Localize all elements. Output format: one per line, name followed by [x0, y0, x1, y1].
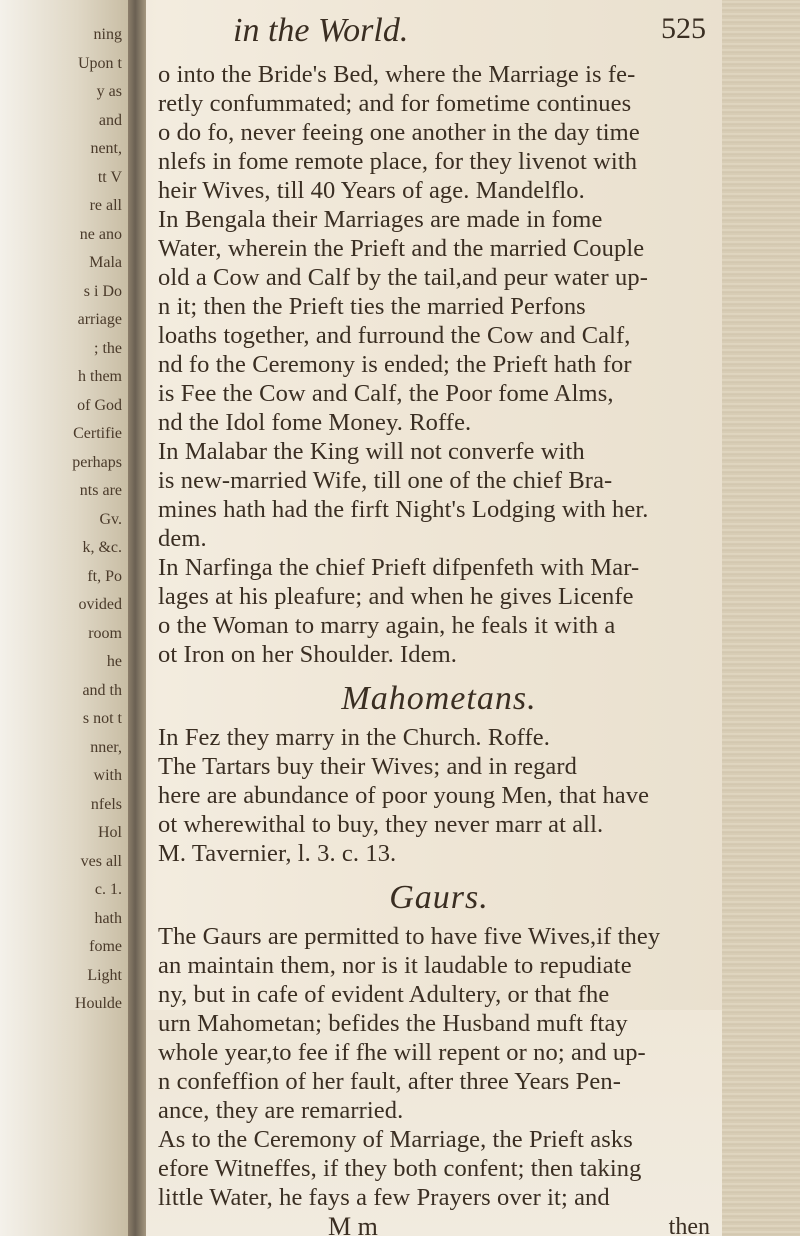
paragraphs-mahometans	[158, 723, 720, 868]
facing-page-fragment: Light	[87, 966, 122, 984]
facing-page-fragment: k, &c.	[82, 539, 122, 556]
page-number: 525	[661, 12, 706, 45]
facing-page-fragment: perhaps	[72, 453, 122, 471]
text-line: nd fo the Ceremony is ended; the Prieft hath for	[158, 351, 632, 378]
text-line: The Gaurs are permitted to have five Wives,if they	[158, 923, 661, 950]
text-line: mines hath had the firft Night's Lodging with her.	[158, 496, 649, 523]
section-heading-mahometans: Mahometans.	[341, 680, 537, 717]
facing-page-fragment: nner,	[90, 738, 122, 756]
text-line: here are abundance of poor young Men, that have	[158, 782, 650, 809]
facing-page-fragment: h them	[78, 368, 122, 385]
facing-page-fragment: Upon t	[78, 54, 122, 72]
facing-page-fragment: ft, Po	[87, 567, 122, 585]
facing-page-fragment: Gv.	[99, 510, 122, 528]
text-line: ot wherewithal to buy, they never marr at all.	[158, 811, 604, 838]
facing-page-fragment: Certifie	[73, 425, 122, 442]
facing-page-fragment: ves all	[80, 852, 122, 870]
text-line: is Fee the Cow and Calf, the Poor fome Alms,	[158, 380, 614, 407]
facing-page-fragment: nts are	[79, 482, 122, 499]
text-line: n confeffion of her fault, after three Years Pen-	[158, 1068, 621, 1095]
text-line: o into the Bride's Bed, where the Marriage is fe-	[158, 61, 636, 88]
catchword: then	[668, 1214, 710, 1236]
text-line: In Fez they marry in the Church. Roffe.	[158, 724, 550, 751]
text-line: dem.	[158, 525, 207, 552]
facing-page-fragment: ovided	[78, 596, 122, 613]
paragraphs-gaurs	[158, 922, 720, 1212]
facing-page-fragment: s i Do	[83, 282, 122, 300]
text-line: In Malabar the King will not converfe with	[158, 438, 585, 465]
text-line: old a Cow and Calf by the tail,and peur water up-	[158, 264, 648, 291]
section-heading-gaurs: Gaurs.	[389, 879, 489, 916]
text-line: whole year,to fee if fhe will repent or no; and up-	[158, 1039, 646, 1066]
text-line: ny, but in cafe of evident Adultery, or that fhe	[158, 981, 610, 1008]
facing-page-fragment: hath	[94, 909, 122, 927]
text-line: is new-married Wife, till one of the chief Bra-	[158, 467, 613, 494]
text-line: As to the Ceremony of Marriage, the Prieft asks	[158, 1126, 633, 1153]
text-line: The Tartars buy their Wives; and in regard	[158, 753, 578, 780]
text-line: heir Wives, till 40 Years of age. Mandelflo.	[158, 177, 585, 204]
text-line: urn Mahometan; befides the Husband muft ftay	[158, 1010, 628, 1037]
text-line: n it; then the Prieft ties the married Perfons	[158, 293, 586, 320]
text-line: retly confummated; and for fometime continues	[158, 90, 632, 117]
text-line: o do fo, never feeing one another in the day time	[158, 119, 640, 146]
paragraphs-top	[158, 60, 720, 669]
page-header	[158, 0, 720, 60]
running-head: in the World.	[233, 12, 409, 49]
facing-page-fragment: ne ano	[79, 225, 122, 243]
facing-page-fragment: nent,	[90, 140, 122, 157]
facing-page-fragment: re all	[89, 197, 122, 214]
facing-page-fragment: and	[98, 111, 122, 129]
text-line: loaths together, and furround the Cow and Calf,	[158, 322, 631, 349]
facing-page-fragment: and th	[82, 681, 122, 699]
text-line: M. Tavernier, l. 3. c. 13.	[158, 840, 397, 867]
text-line: Water, wherein the Prieft and the married Couple	[158, 235, 645, 262]
text-line: little Water, he fays a few Prayers over it; and	[158, 1184, 610, 1211]
facing-page-fragment: of God	[77, 396, 122, 414]
text-line: nd the Idol fome Money. Roffe.	[158, 409, 472, 436]
facing-page-fragment: he	[106, 653, 122, 670]
facing-page-fragment: c. 1.	[94, 881, 122, 898]
text-line: ot Iron on her Shoulder. Idem.	[158, 641, 457, 668]
text-line: In Bengala their Marriages are made in fome	[158, 206, 603, 233]
text-line: In Narfinga the chief Prieft difpenfeth with Mar-	[158, 554, 640, 581]
facing-page-fragment: nfels	[90, 795, 122, 813]
text-line: an maintain them, nor is it laudable to repudiate	[158, 952, 632, 979]
facing-page-fragment: ; the	[94, 339, 122, 357]
facing-page-fragment: Houlde	[74, 995, 122, 1012]
text-line: nlefs in fome remote place, for they livenot with	[158, 148, 638, 175]
facing-page-fragment: Hol	[98, 824, 122, 841]
facing-page-fragment: tt V	[97, 168, 122, 186]
facing-page-fragment: fome	[89, 938, 122, 955]
facing-page-fragment: Mala	[89, 254, 122, 271]
page-text	[158, 0, 720, 1236]
page-edge-stack	[722, 0, 800, 1236]
text-line: o the Woman to marry again, he feals it with a	[158, 612, 616, 639]
book-gutter	[128, 0, 146, 1236]
signature-mark: M m	[328, 1212, 378, 1236]
footer-row	[158, 1212, 720, 1236]
facing-page-edge	[0, 0, 128, 1236]
text-line: ance, they are remarried.	[158, 1097, 404, 1124]
text-line: lages at his pleafure; and when he gives Licenfe	[158, 583, 634, 610]
text-line: efore Witneffes, if they both confent; then taking	[158, 1155, 642, 1182]
facing-page-fragment: s not t	[82, 710, 122, 727]
facing-page-fragment: y as	[96, 83, 122, 100]
facing-page-fragment: room	[88, 624, 122, 642]
facing-page-fragment: ning	[93, 26, 122, 43]
facing-page-fragment: with	[93, 767, 122, 784]
facing-page-fragment: arriage	[77, 311, 122, 328]
